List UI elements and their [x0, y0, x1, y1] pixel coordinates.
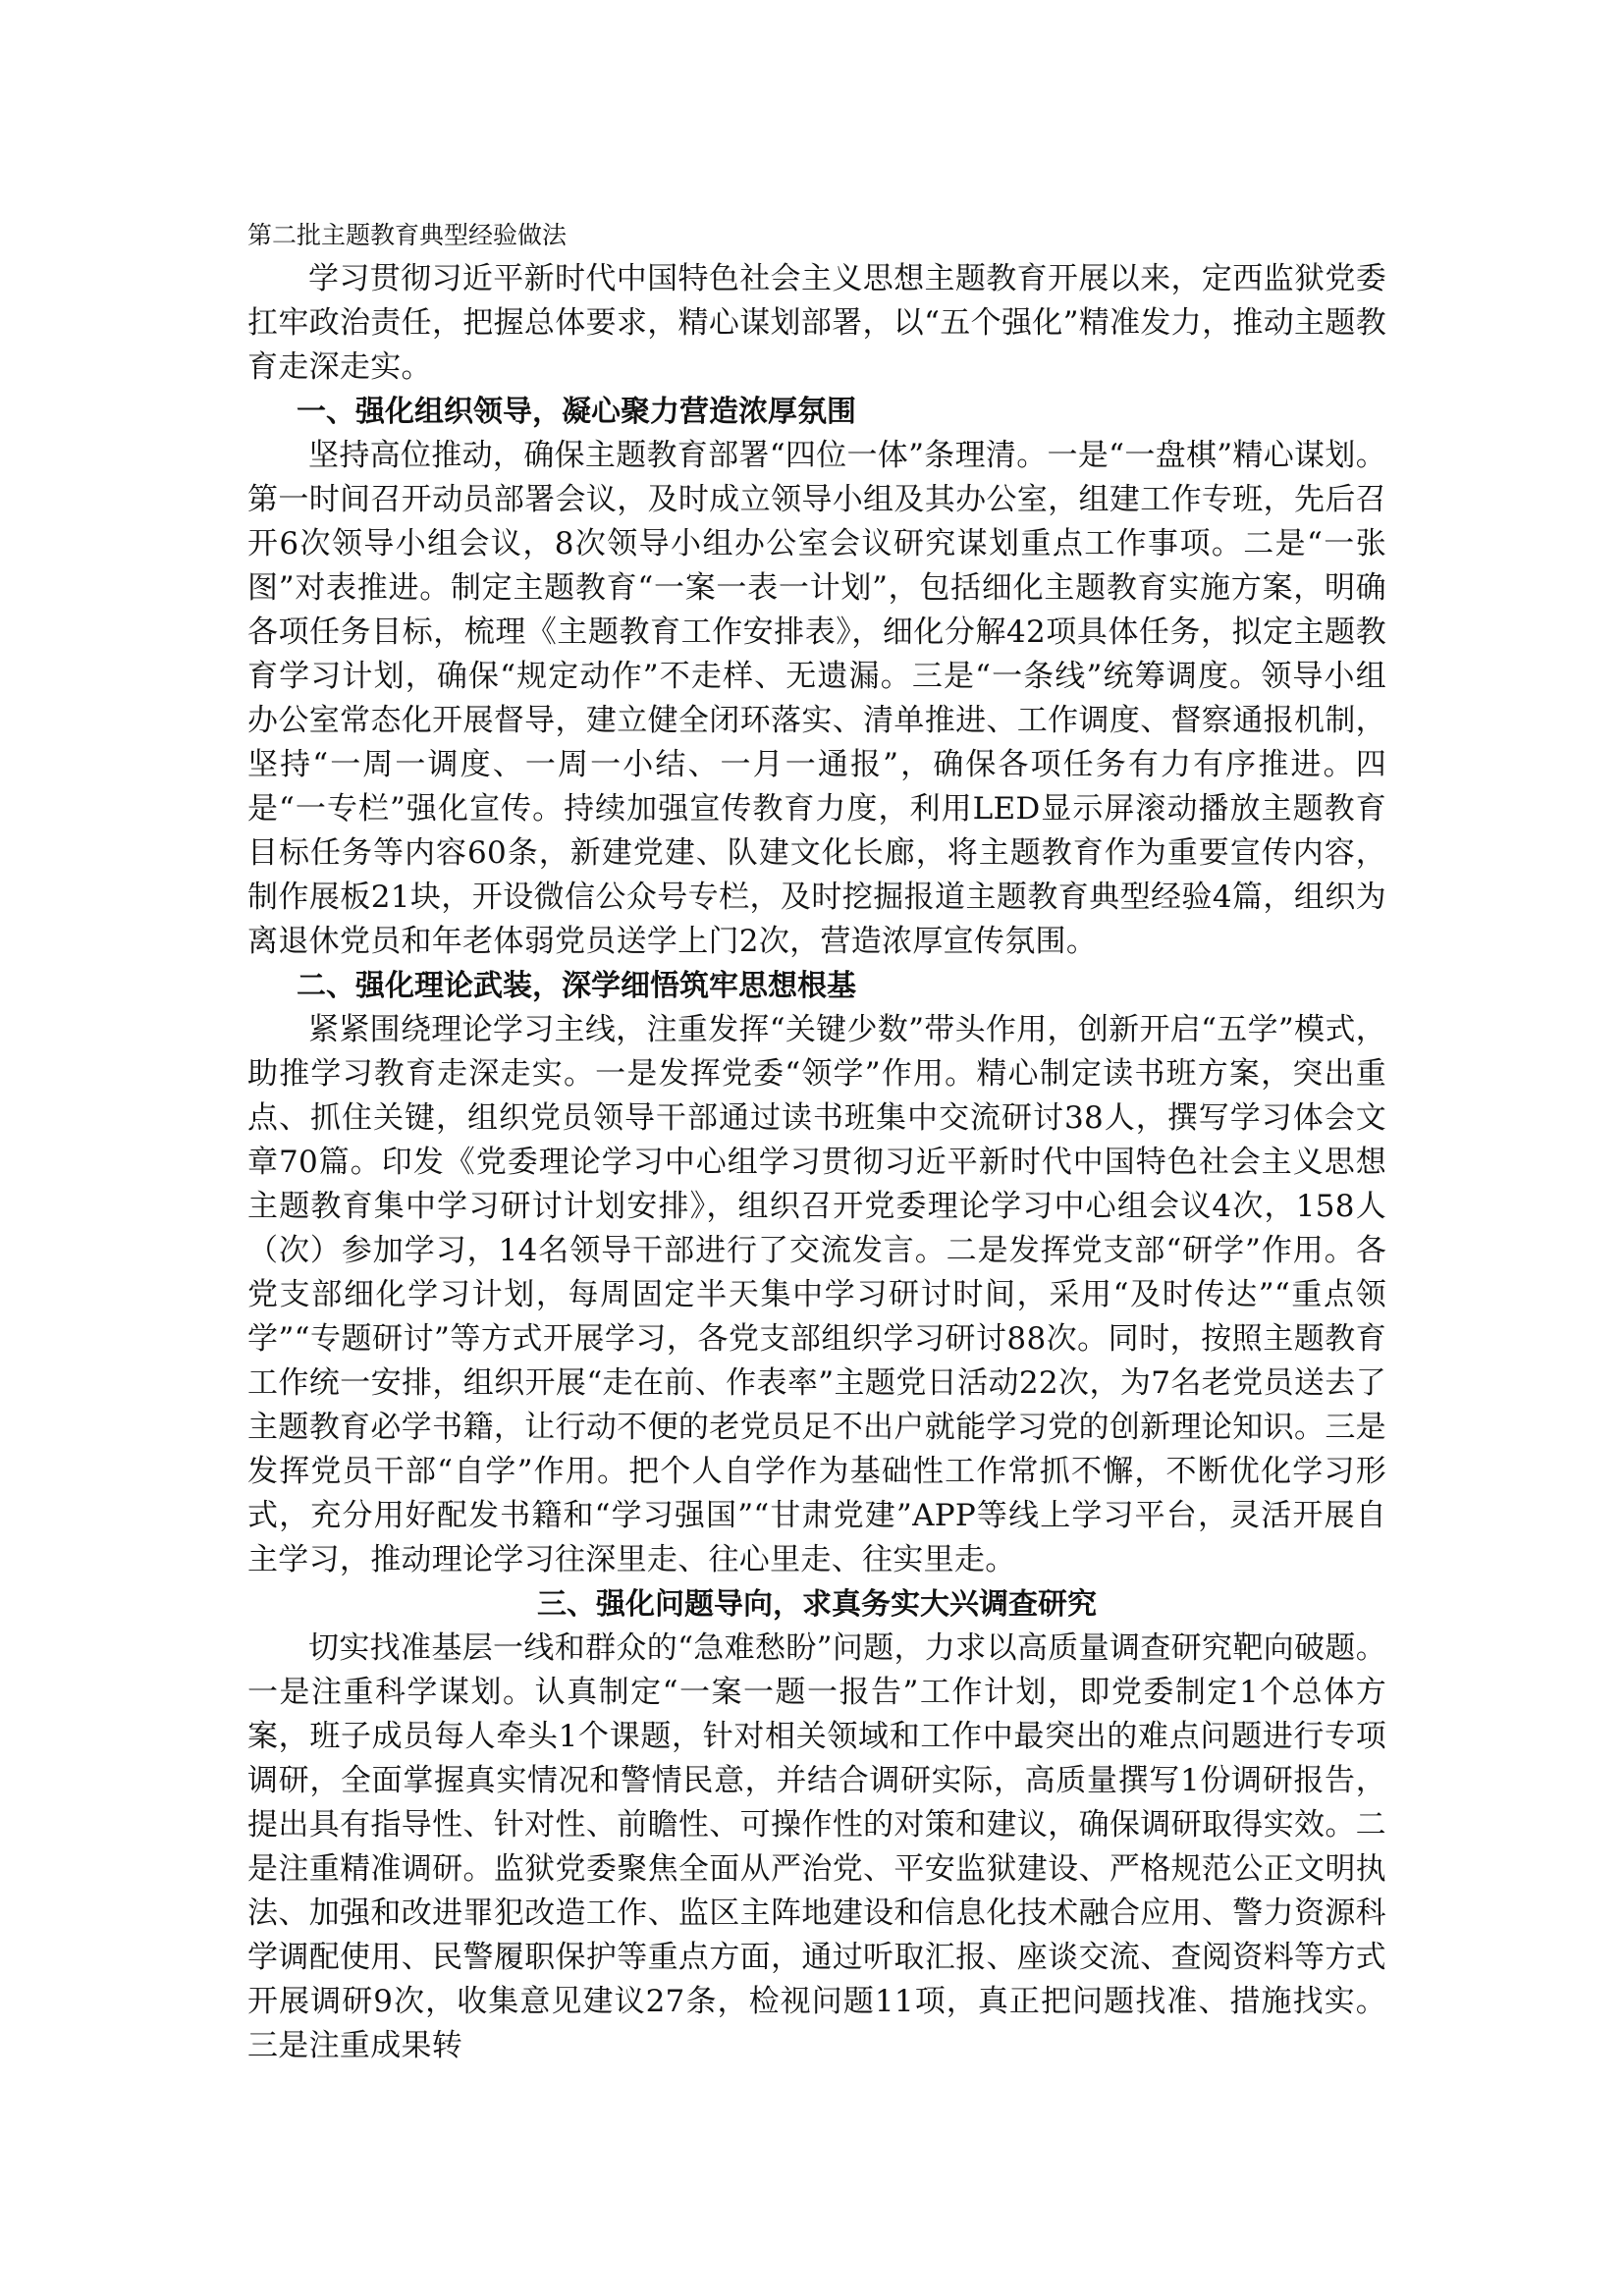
section-2-body: 紧紧围绕理论学习主线，注重发挥“关键少数”带头作用，创新开启“五学”模式，助推学习教育走深走实。一是发挥党委“领学”作用。精心制定读书班方案，突出重点、抓住关键，组织党员领导干部通过读书班集中交流研讨38人，撰写学习体会文章70篇。印发《党委理论学习中心组学习贯彻习近平新时代中国特色社会主义思想主题教育集中学习研讨计划安排》，组织召开党委理论学习中心组会议4次，158人（次）参加学习，14名领导干部进行了交流发言。二是发挥党支部“研学”作用。各党支部细化学习计划，每周固定半天集中学习研讨时间，采用“及时传达”“重点领学”“专题研讨”等方式开展学习，各党支部组织学习研讨88次。同时，按照主题教育工作统一安排，组织开展“走在前、作表率”主题党日活动22次，为7名老党员送去了主题教育必学书籍，让行动不便的老党员足不出户就能学习党的创新理论知识。三是发挥党员干部“自学”作用。把个人自学作为基础性工作常抓不懈，不断优化学习形式，充分用好配发书籍和“学习强国”“甘肃党建”APP等线上学习平台，灵活开展自主学习，推动理论学习往深里走、往心里走、往实里走。 — [247, 1012, 1386, 1577]
section-3-heading: 三、强化问题导向，求真务实大兴调查研究 — [537, 1587, 1097, 1622]
document-page — [247, 218, 1386, 2068]
section-3-body: 切实找准基层一线和群众的“急难愁盼”问题，力求以高质量调查研究靶向破题。一是注重科学谋划。认真制定“一案一题一报告”工作计划，即党委制定1个总体方案，班子成员每人牵头1个课题，针对相关领域和工作中最突出的难点问题进行专项调研，全面掌握真实情况和警情民意，并结合调研实际，高质量撰写1份调研报告，提出具有指导性、针对性、前瞻性、可操作性的对策和建议，确保调研取得实效。二是注重精准调研。监狱党委聚焦全面从严治党、平安监狱建设、严格规范公正文明执法、加强和改进罪犯改造工作、监区主阵地建设和信息化技术融合应用、警力资源科学调配使用、民警履职保护等重点方面，通过听取汇报、座谈交流、查阅资料等方式开展调研9次，收集意见建议27条，检视问题11项，真正把问题找准、措施找实。三是注重成果转 — [247, 1630, 1386, 2063]
section-2-heading: 二、强化理论武装，深学细悟筑牢思想根基 — [297, 969, 856, 1003]
section-1-heading: 一、强化组织领导，凝心聚力营造浓厚氛围 — [297, 395, 856, 429]
intro-paragraph: 学习贯彻习近平新时代中国特色社会主义思想主题教育开展以来，定西监狱党委扛牢政治责任，把握总体要求，精心谋划部署，以“五个强化”精准发力，推动主题教育走深走实。 — [247, 261, 1386, 385]
section-1-body: 坚持高位推动，确保主题教育部署“四位一体”条理清。一是“一盘棋”精心谋划。第一时间召开动员部署会议，及时成立领导小组及其办公室，组建工作专班，先后召开6次领导小组会议，8次领导小组办公室会议研究谋划重点工作事项。二是“一张图”对表推进。制定主题教育“一案一表一计划”，包括细化主题教育实施方案，明确各项任务目标，梳理《主题教育工作安排表》，细化分解42项具体任务，拟定主题教育学习计划，确保“规定动作”不走样、无遗漏。三是“一条线”统筹调度。领导小组办公室常态化开展督导，建立健全闭环落实、清单推进、工作调度、督察通报机制，坚持“一周一调度、一周一小结、一月一通报”，确保各项任务有力有序推进。四是“一专栏”强化宣传。持续加强宣传教育力度，利用LED显示屏滚动播放主题教育目标任务等内容60条，新建党建、队建文化长廊，将主题教育作为重要宣传内容，制作展板21块，开设微信公众号专栏，及时挖掘报道主题教育典型经验4篇，组织为离退休党员和年老体弱党员送学上门2次，营造浓厚宣传氛围。 — [247, 438, 1386, 959]
document-title: 第二批主题教育典型经验做法 — [247, 221, 568, 249]
